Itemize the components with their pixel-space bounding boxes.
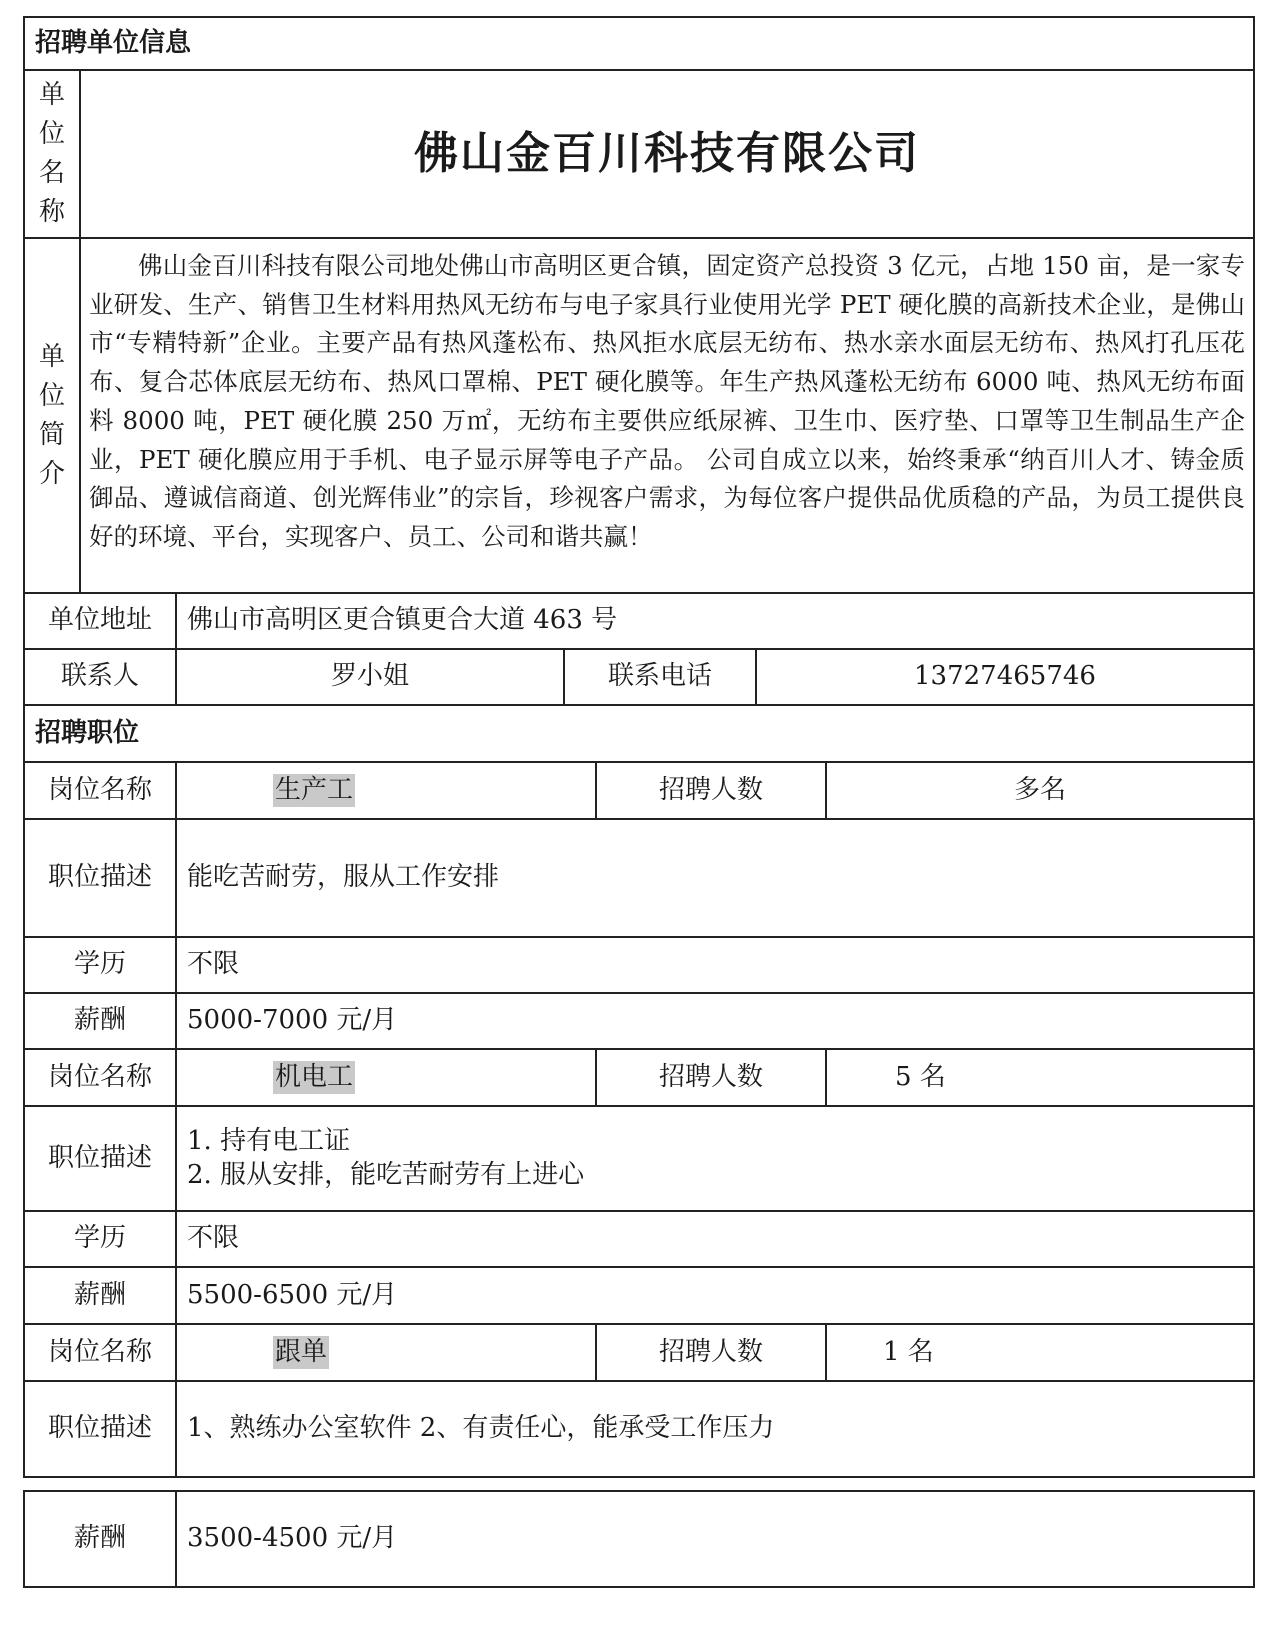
job-1-education: 不限 [187, 949, 240, 980]
label-char: 称 [38, 197, 65, 227]
job-3-description [177, 1382, 1253, 1476]
phone-label: 联系电话 [565, 650, 757, 704]
label-char: 位 [38, 380, 65, 411]
job-2-title: 机电工 [273, 1061, 355, 1095]
headcount-label: 招聘人数 [597, 1325, 827, 1380]
address-label: 单位地址 [25, 594, 177, 648]
headcount-label: 招聘人数 [597, 1050, 827, 1105]
salary-label: 薪酬 [25, 1268, 177, 1323]
address-value: 佛山市高明区更合镇更合大道 463 号 [187, 605, 618, 636]
education-label: 学历 [25, 938, 177, 992]
address-row [25, 594, 1253, 650]
job-1-title: 生产工 [273, 774, 355, 808]
job-1-salary-row [25, 994, 1253, 1050]
job-2-description-line: 1. 持有电工证 [187, 1125, 351, 1156]
position-label: 岗位名称 [25, 1050, 177, 1105]
contact-label: 联系人 [25, 650, 177, 704]
job-2-description-line: 2. 服从安排，能吃苦耐劳有上进心 [187, 1159, 585, 1190]
job-2-salary-row [25, 1268, 1253, 1325]
recruitment-document [23, 16, 1255, 1588]
recruitment-table [23, 16, 1255, 1478]
job-1-description-row [25, 820, 1253, 938]
salary-label: 薪酬 [25, 994, 177, 1048]
job-2-title-cell [177, 1050, 597, 1105]
company-name: 佛山金百川科技有限公司 [414, 128, 920, 180]
job-2-description-row [25, 1107, 1253, 1212]
recruitment-table-continued [23, 1490, 1255, 1588]
position-label: 岗位名称 [25, 1325, 177, 1380]
label-char: 位 [38, 119, 65, 149]
job-3-title-row [25, 1325, 1253, 1382]
job-2-description [177, 1107, 1253, 1210]
job-3-salary-row [25, 1492, 1253, 1586]
position-label: 岗位名称 [25, 763, 177, 818]
section-jobs-title: 招聘职位 [35, 717, 140, 748]
description-label: 职位描述 [25, 1382, 177, 1476]
job-1-title-cell [177, 763, 597, 818]
job-1-headcount: 多名 [1013, 774, 1066, 805]
label-char: 单 [38, 341, 65, 372]
salary-label: 薪酬 [25, 1492, 177, 1586]
description-label: 职位描述 [25, 1107, 177, 1210]
job-1-title-row [25, 763, 1253, 820]
job-3-headcount: 1 名 [883, 1336, 934, 1367]
label-char: 介 [38, 458, 65, 489]
job-2-education-row [25, 1212, 1253, 1268]
label-char: 名 [38, 158, 65, 188]
section-company-header [25, 18, 1253, 71]
company-name-label [25, 71, 81, 237]
label-char: 单 [38, 80, 65, 110]
job-3-title-cell [177, 1325, 597, 1380]
company-intro-label [25, 239, 81, 592]
education-label: 学历 [25, 1212, 177, 1266]
company-intro-text: 佛山金百川科技有限公司地处佛山市高明区更合镇，固定资产总投资 3 亿元，占地 150 亩，是一家专业研发、生产、销售卫生材料用热风无纺布与电子家具行业使用光学 PET 硬化膜的高新技术企业，是佛山市“专精特新”企业。主要产品有热风蓬松布、热风拒水底层无纺布、热水亲水面层无纺布、热风打孔压花布、复合芯体底层无纺布、热风口罩棉、PET 硬化膜等。年生产热风蓬松无纺布 6000 吨、热风无纺布面料 8000 吨，PET 硬化膜 250 万㎡，无纺布主要供应纸尿裤、卫生巾、医疗垫、口罩等卫生制品生产企业，PET 硬化膜应用于手机、电子显示屏等电子产品。 公司自成立以来，始终秉承“纳百川人才、铸金质御品、遵诚信商道、创光辉伟业”的宗旨，珍视客户需求，为每位客户提供品优质稳的产品，为员工提供良好的环境、平台，实现客户、员工、公司和谐共赢！ [89, 251, 1245, 551]
section-jobs-header [25, 706, 1253, 763]
job-1-education-row [25, 938, 1253, 994]
contact-row [25, 650, 1253, 706]
job-3-description-row [25, 1382, 1253, 1476]
description-label: 职位描述 [25, 820, 177, 936]
company-name-row [25, 71, 1253, 239]
job-2-salary: 5500-6500 元/月 [187, 1279, 398, 1310]
section-company-title: 招聘单位信息 [35, 27, 192, 58]
job-2-education: 不限 [187, 1223, 240, 1254]
job-1-description [177, 820, 1253, 936]
headcount-label: 招聘人数 [597, 763, 827, 818]
job-1-salary: 5000-7000 元/月 [187, 1005, 398, 1036]
job-2-title-row [25, 1050, 1253, 1107]
phone-value: 13727465746 [914, 661, 1096, 692]
job-2-headcount: 5 名 [895, 1061, 946, 1092]
contact-value: 罗小姐 [177, 650, 565, 704]
job-3-description-line: 1、熟练办公室软件 2、有责任心，能承受工作压力 [187, 1413, 775, 1444]
job-3-title: 跟单 [273, 1336, 329, 1370]
company-intro-row [25, 239, 1253, 594]
job-3-salary: 3500-4500 元/月 [187, 1523, 398, 1554]
job-1-description-line: 能吃苦耐劳，服从工作安排 [187, 862, 500, 893]
label-char: 简 [38, 419, 65, 450]
